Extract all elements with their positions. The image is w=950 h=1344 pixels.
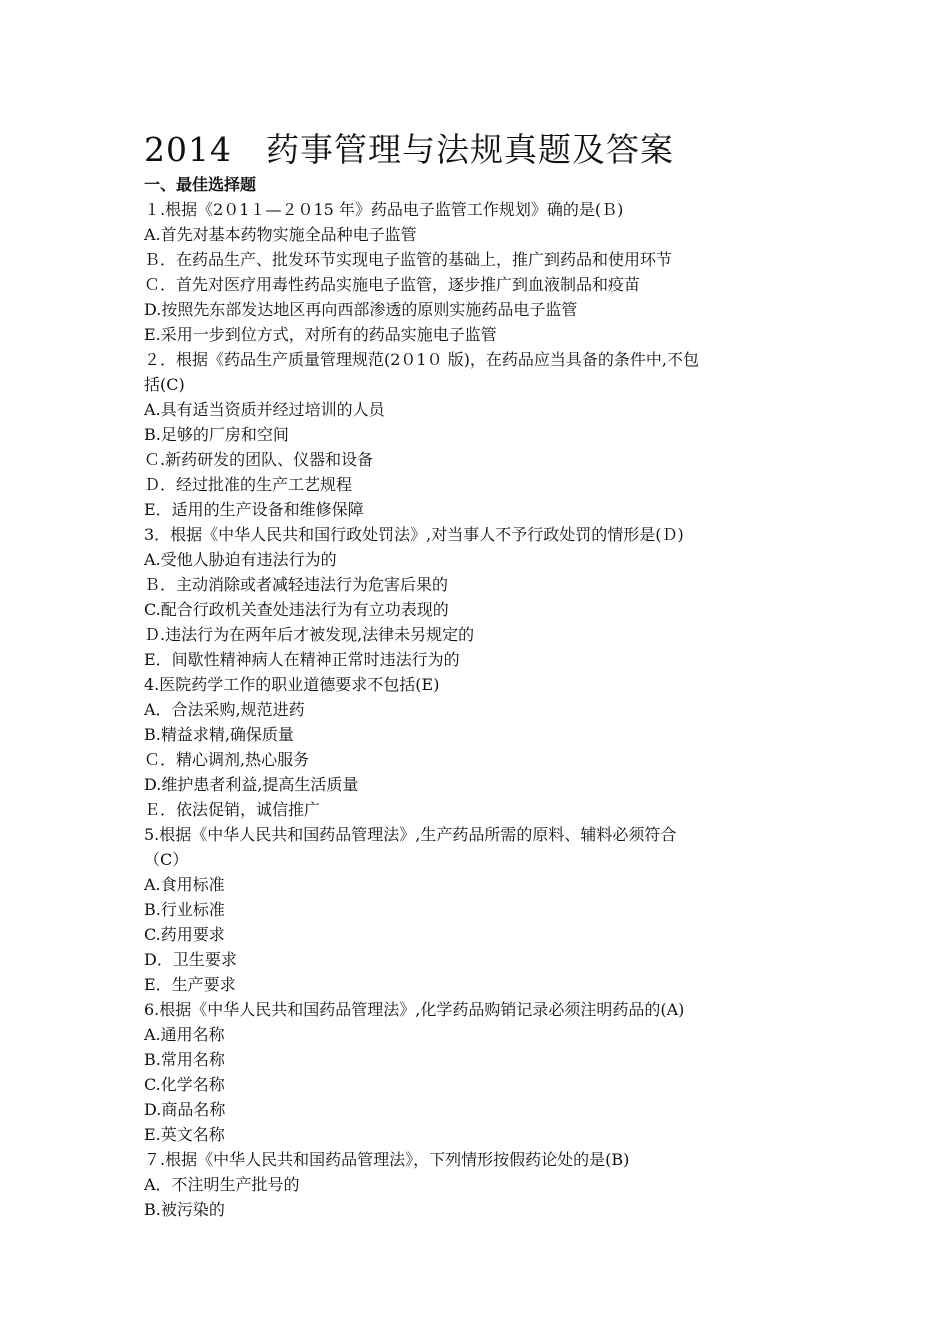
- question-stem: １.根据《2０1１—２０15 年》药品电子监管工作规划》确的是(Ｂ): [144, 200, 624, 219]
- question-item: [144, 197, 814, 347]
- question-item: [144, 522, 814, 672]
- option-list: [144, 697, 814, 822]
- question-stem: （C）: [144, 850, 189, 869]
- answer-option: B.被污染的: [144, 1200, 225, 1219]
- answer-option: B.足够的厂房和空间: [144, 425, 289, 444]
- answer-option: Ｄ．经过批准的生产工艺规程: [144, 475, 353, 494]
- option-list: [144, 547, 814, 672]
- question-item: [144, 347, 814, 522]
- answer-option: Ｅ．依法促销，诚信推广: [144, 800, 321, 819]
- answer-option: Ｃ.新药研发的团队、仪器和设备: [144, 450, 374, 469]
- answer-option: C.配合行政机关查处违法行为有立功表现的: [144, 600, 449, 619]
- question-stem: 5.根据《中华人民共和国药品管理法》,生产药品所需的原料、辅料必须符合: [144, 825, 677, 844]
- option-list: [144, 222, 814, 347]
- answer-option: B.常用名称: [144, 1050, 225, 1069]
- answer-option: D．卫生要求: [144, 950, 237, 969]
- section-heading: 一、最佳选择题: [144, 175, 257, 194]
- question-stem: 3．根据《中华人民共和国行政处罚法》,对当事人不予行政处罚的情形是(Ｄ): [144, 525, 684, 544]
- question-stem: ７.根据《中华人民共和国药品管理法》，下列情形按假药论处的是(B): [144, 1150, 630, 1169]
- question-stem: ２．根据《药品生产质量管理规范(2０1０ 版)，在药品应当具备的条件中,不包: [144, 350, 700, 369]
- answer-option: Ｃ．首先对医疗用毒性药品实施电子监管，逐步推广到血液制品和疫苗: [144, 275, 641, 294]
- answer-option: A.具有适当资质并经过培训的人员: [144, 400, 385, 419]
- question-item: [144, 1147, 814, 1222]
- answer-option: Ｂ．在药品生产、批发环节实现电子监管的基础上，推广到药品和使用环节: [144, 250, 673, 269]
- answer-option: C.药用要求: [144, 925, 225, 944]
- question-item: [144, 997, 814, 1147]
- answer-option: A.首先对基本药物实施全品种电子监管: [144, 225, 417, 244]
- answer-option: B.行业标准: [144, 900, 225, 919]
- answer-option: E．生产要求: [144, 975, 236, 994]
- document-body: [144, 128, 814, 1222]
- document-title: 2014 药事管理与法规真题及答案: [144, 130, 674, 169]
- answer-option: E.采用一步到位方式，对所有的药品实施电子监管: [144, 325, 497, 344]
- answer-option: D.商品名称: [144, 1100, 226, 1119]
- question-item: [144, 672, 814, 822]
- option-list: [144, 1172, 814, 1222]
- option-list: [144, 1022, 814, 1147]
- question-stem: 4.医院药学工作的职业道德要求不包括(E): [144, 675, 440, 694]
- answer-option: E.英文名称: [144, 1125, 225, 1144]
- answer-option: Ｂ．主动消除或者减轻违法行为危害后果的: [144, 575, 449, 594]
- answer-option: A．合法采购,规范进药: [144, 700, 305, 719]
- answer-option: D.按照先东部发达地区再向西部渗透的原则实施药品电子监管: [144, 300, 578, 319]
- question-stem: 6.根据《中华人民共和国药品管理法》,化学药品购销记录必须注明药品的(A): [144, 1000, 685, 1019]
- question-item: [144, 822, 814, 997]
- answer-option: E．间歇性精神病人在精神正常时违法行为的: [144, 650, 460, 669]
- answer-option: A.受他人胁迫有违法行为的: [144, 550, 337, 569]
- answer-option: C.化学名称: [144, 1075, 225, 1094]
- answer-option: B.精益求精,确保质量: [144, 725, 294, 744]
- answer-option: Ｄ.违法行为在两年后才被发现,法律未另规定的: [144, 625, 475, 644]
- answer-option: A.食用标准: [144, 875, 225, 894]
- option-list: [144, 872, 814, 997]
- answer-option: A.通用名称: [144, 1025, 225, 1044]
- option-list: [144, 397, 814, 522]
- answer-option: D.维护患者利益,提高生活质量: [144, 775, 359, 794]
- question-list: [144, 197, 814, 1222]
- answer-option: A．不注明生产批号的: [144, 1175, 300, 1194]
- answer-option: E．适用的生产设备和维修保障: [144, 500, 364, 519]
- question-stem: 括(C): [144, 375, 185, 394]
- answer-option: Ｃ．精心调剂,热心服务: [144, 750, 310, 769]
